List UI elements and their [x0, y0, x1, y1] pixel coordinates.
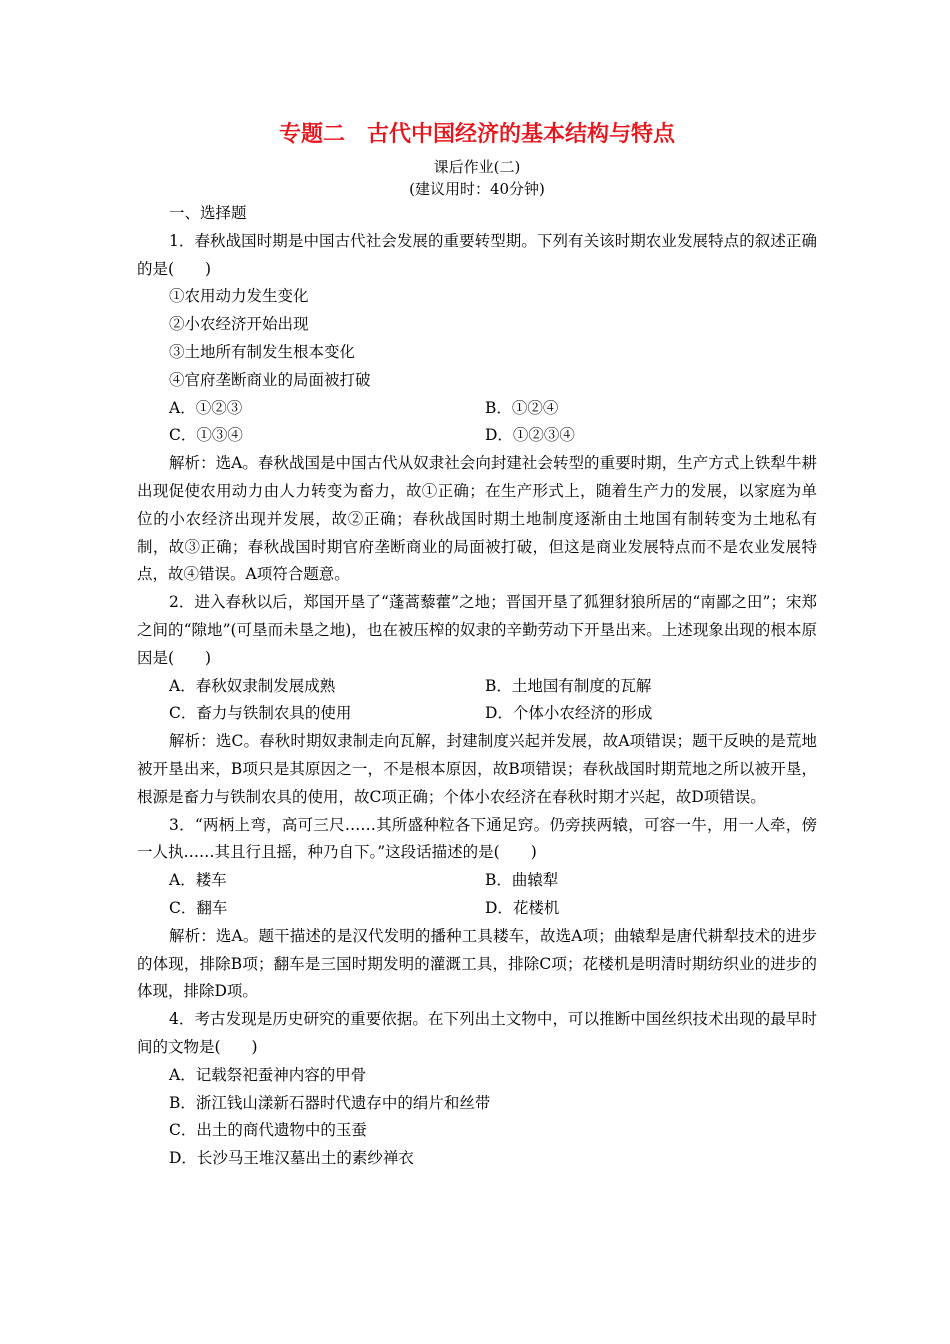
question-4-option-c: C．出土的商代遗物中的玉蚕 — [169, 1121, 367, 1140]
question-3-option-d: D．花楼机 — [485, 898, 560, 917]
question-2-option-b: B．土地国有制度的瓦解 — [485, 676, 652, 695]
suggested-time: (建议用时：40分钟) — [409, 180, 545, 198]
question-1-option-b: B．①②④ — [485, 398, 559, 417]
question-1-item: ②小农经济开始出现 — [169, 315, 309, 334]
question-2-option-a: A．春秋奴隶制发展成熟 — [169, 676, 336, 695]
question-2-option-d: D．个体小农经济的形成 — [485, 704, 653, 723]
question-2-stem: 2．进入春秋以后，郑国开垦了“蓬蒿藜藿”之地；晋国开垦了狐狸豺狼所居的“南鄙之田”；宋郑之间的“隙地”(可垦而未垦之地)，也在被压榨的奴隶的辛勤劳动下开垦出来。上述现象出现的根本原因是( ) — [137, 593, 817, 667]
section-heading: 一、选择题 — [169, 204, 247, 222]
question-2-analysis: 解析：选C。春秋时期奴隶制走向瓦解，封建制度兴起并发展，故A项错误；题干反映的是荒地被开垦出来，B项只是其原因之一，不是根本原因，故B项错误；春秋战国时期荒地之所以被开垦，根源是畜力与铁制农具的使用，故C项正确；个体小农经济在春秋时期才兴起，故D项错误。 — [137, 732, 817, 806]
question-1-analysis: 解析：选A。春秋战国是中国古代从奴隶社会向封建社会转型的重要时期，生产方式上铁犁牛耕出现促使农用动力由人力转变为畜力，故①正确；在生产形式上，随着生产力的发展，以家庭为单位的小农经济出现并发展，故②正确；春秋战国时期土地制度逐渐由土地国有制转变为土地私有制，故③正确；春秋战国时期官府垄断商业的局面被打破，但这是商业发展特点而不是农业发展特点，故④错误。A项符合题意。 — [137, 454, 817, 584]
question-1-option-c: C．①③④ — [169, 426, 243, 445]
question-1-item: ①农用动力发生变化 — [169, 287, 309, 306]
question-1-option-a: A．①②③ — [169, 398, 243, 417]
question-3-stem: 3．“两柄上弯，高可三尺……其所盛种粒各下通足窍。仍旁挟两辕，可容一牛，用一人牵，傍一人执……其且行且摇，种乃自下。”这段话描述的是( ) — [137, 815, 817, 862]
question-1-options-row — [137, 395, 817, 423]
question-2-options-row — [137, 673, 817, 701]
question-3-analysis: 解析：选A。题干描述的是汉代发明的播种工具耧车，故选A项；曲辕犁是唐代耕犁技术的进步的体现，排除B项；翻车是三国时期发明的灌溉工具，排除C项；花楼机是明清时期纺织业的进步的体现，排除D项。 — [137, 926, 817, 1001]
document-page — [137, 120, 817, 1173]
question-3-option-a: A．耧车 — [169, 871, 227, 890]
question-2-option-c: C．畜力与铁制农具的使用 — [169, 704, 352, 723]
page-title: 专题二 古代中国经济的基本结构与特点 — [278, 122, 675, 147]
question-4-option-b: B．浙江钱山漾新石器时代遗存中的绢片和丝带 — [169, 1093, 491, 1112]
question-4-stem: 4．考古发现是历史研究的重要依据。在下列出土文物中，可以推断中国丝织技术出现的最早时间的文物是( ) — [137, 1010, 817, 1056]
question-1-option-d: D．①②③④ — [485, 426, 575, 445]
assignment-subtitle: 课后作业(二) — [433, 158, 521, 176]
question-2-options-row — [137, 700, 817, 728]
question-1-options-row — [137, 422, 817, 450]
question-1-stem: 1．春秋战国时期是中国古代社会发展的重要转型期。下列有关该时期农业发展特点的叙述正确的是( ) — [137, 231, 817, 278]
question-1-item: ③土地所有制发生根本变化 — [169, 342, 356, 361]
question-4-option-d: D．长沙马王堆汉墓出土的素纱禅衣 — [169, 1149, 414, 1168]
question-1-item: ④官府垄断商业的局面被打破 — [169, 370, 371, 389]
question-3-option-c: C．翻车 — [169, 898, 228, 917]
question-4-option-a: A．记载祭祀蚕神内容的甲骨 — [169, 1065, 367, 1084]
question-3-option-b: B．曲辕犁 — [485, 871, 559, 890]
question-3-options-row — [137, 867, 817, 895]
question-3-options-row — [137, 895, 817, 923]
